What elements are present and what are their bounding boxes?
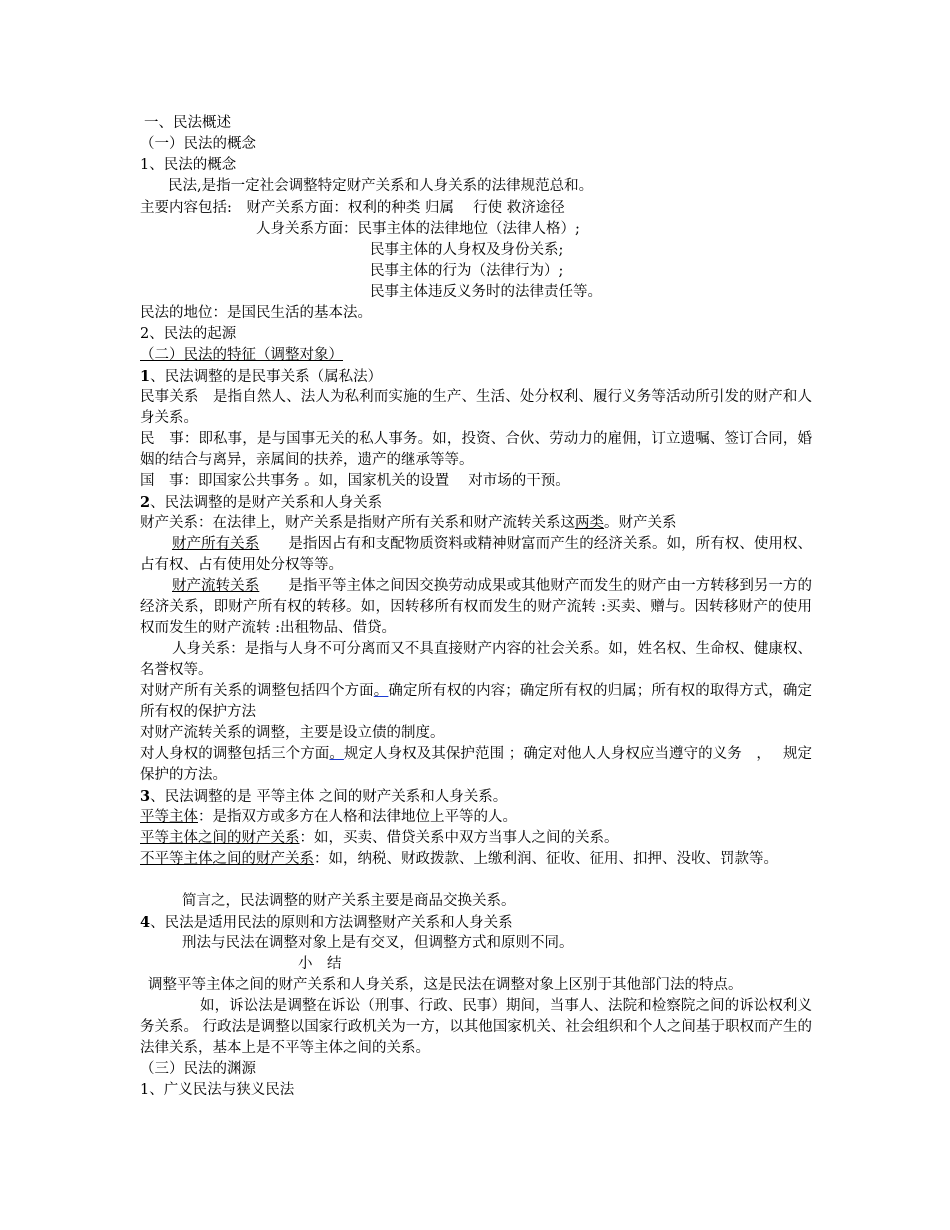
- text: 规定人身权及其保护范围 ；确定对他人人身权应当遵守的义务 ， 规定保护的方法。: [140, 746, 813, 783]
- paragraph: [140, 534, 812, 576]
- paragraph: 简言之，民法调整的财产关系主要是商品交换关系。: [182, 893, 516, 909]
- paragraph: [140, 828, 619, 849]
- paragraph: [140, 849, 812, 870]
- text: 对财产所有关系的调整包括四个方面: [140, 683, 374, 699]
- underlined-mark: 。: [329, 746, 344, 762]
- feature-heading: [140, 366, 382, 388]
- point-heading: 2、民法的起源: [140, 326, 237, 342]
- content-line: 人身关系方面：民事主体的法律地位（法律人格）;: [256, 221, 580, 237]
- feature-title: 、民法调整的是 平等主体 之间的财产关系和人身关系。: [150, 789, 508, 805]
- feature-heading: [140, 912, 513, 934]
- term: 财产流转关系: [172, 578, 260, 594]
- point-heading: 1、广义民法与狭义民法: [140, 1082, 295, 1098]
- paragraph: 对财产流转关系的调整，主要是设立债的制度。: [140, 725, 445, 741]
- paragraph: [140, 513, 677, 534]
- paragraph: [140, 681, 812, 723]
- paragraph: 调整平等主体之间的财产关系和人身关系，这是民法在调整对象上区别于其他部门法的特点。: [148, 977, 743, 993]
- paragraph: 民事关系 是指自然人、法人为私利而实施的生产、生活、处分权利、履行义务等活动所引发的财产和人身关系。: [140, 389, 812, 426]
- feature-title: 、民法是适用民法的原则和方法调整财产关系和人身关系: [150, 915, 513, 931]
- feature-number: 3: [140, 788, 151, 805]
- feature-number: 4: [140, 914, 151, 931]
- feature-number: 2: [140, 494, 151, 511]
- content-line: 民事主体的人身权及身份关系;: [370, 242, 564, 258]
- underlined-mark: 。: [373, 683, 389, 699]
- text: 是指平等主体之间因交换劳动成果或其他财产而发生的财产由一方转移到另一方的经济关系，即财产所有权的转移。如，因转移所有权而发生的财产流转 :买卖、赠与。因转移财产的使用权而发生的财产流转 :出租物品、借贷。: [140, 578, 812, 636]
- term: 不平等主体之间的财产关系: [140, 851, 314, 867]
- feature-number: 1: [140, 368, 151, 385]
- paragraph: 国 事：即国家公共事务 。如，国家机关的设置 对市场的干预。: [140, 473, 570, 489]
- definition-text: 民法,是指一定社会调整特定财产关系和人身关系的法律规范总和。: [168, 178, 594, 194]
- section-heading: 一、民法概述: [144, 115, 231, 131]
- paragraph: [140, 807, 517, 828]
- feature-title: 、民法调整的是民事关系（属私法）: [150, 369, 383, 385]
- text: 对人身权的调整包括三个方面: [140, 746, 330, 762]
- text: 财产关系：在法律上，财产关系是指财产所有关系和财产流转关系这: [140, 515, 575, 531]
- paragraph: 民 事：即私事，是与国事无关的私人事务。如，投资、合伙、劳动力的雇佣，订立遗嘱、签订合同，婚姻的结合与离异，亲属间的扶养，遗产的继承等等。: [140, 431, 812, 468]
- text: ：是指双方或多方在人格和法律地位上平等的人。: [198, 809, 517, 825]
- feature-heading: [140, 786, 507, 808]
- term: 平等主体之间的财产关系: [140, 830, 300, 846]
- status-text: 民法的地位：是国民生活的基本法。: [140, 305, 372, 321]
- feature-title: 、民法调整的是财产关系和人身关系: [150, 495, 383, 511]
- text: ：如，买卖、借贷关系中双方当事人之间的关系。: [299, 830, 619, 846]
- paragraph: 人身关系：是指与人身不可分离而又不具直接财产内容的社会关系。如，姓名权、生命权、健康权、名誉权等。: [140, 641, 812, 678]
- subsection-heading: （一）民法的概念: [140, 136, 256, 152]
- text: 确定所有权的内容；确定所有权的归属；所有权的取得方式，确定所有权的保护方法: [140, 683, 813, 720]
- term: 平等主体: [140, 809, 198, 825]
- paragraph: 如，诉讼法是调整在诉讼（刑事、行政、民事）期间，当事人、法院和检察院之间的诉讼权利义务关系。 行政法是调整以国家行政机关为一方，以其他国家机关、社会组织和个人之间基于职权而产生的法律关系，基本上是不平等主体之间的关系。: [140, 998, 812, 1056]
- paragraph: [140, 744, 812, 786]
- text: 。财产关系: [604, 515, 677, 531]
- underlined-text: 两类: [575, 515, 604, 531]
- text: ：如，纳税、财政拨款、上缴利润、征收、征用、扣押、没收、罚款等。: [314, 851, 778, 867]
- term: 财产所有关系: [172, 536, 260, 552]
- feature-heading: [140, 492, 382, 514]
- paragraph: [140, 576, 812, 639]
- text: 是指因占有和支配物质资料或精神财富而产生的经济关系。如，所有权、使用权、占有权、占有使用处分权等等。: [140, 536, 812, 573]
- content-line: 主要内容包括: 财产关系方面：权利的种类 归属 行使 救济途径: [140, 200, 565, 216]
- paragraph: 刑法与民法在调整对象上是有交叉，但调整方式和原则不同。: [182, 935, 574, 951]
- subsection-heading: （三）民法的渊源: [140, 1061, 256, 1077]
- point-heading: 1、民法的概念: [140, 157, 237, 173]
- subsection-heading: （二）民法的特征（调整对象）: [140, 347, 343, 363]
- content-line: 民事主体违反义务时的法律责任等。: [370, 284, 602, 300]
- content-line: 民事主体的行为（法律行为）;: [370, 263, 564, 279]
- summary-title: 小 结: [298, 956, 342, 972]
